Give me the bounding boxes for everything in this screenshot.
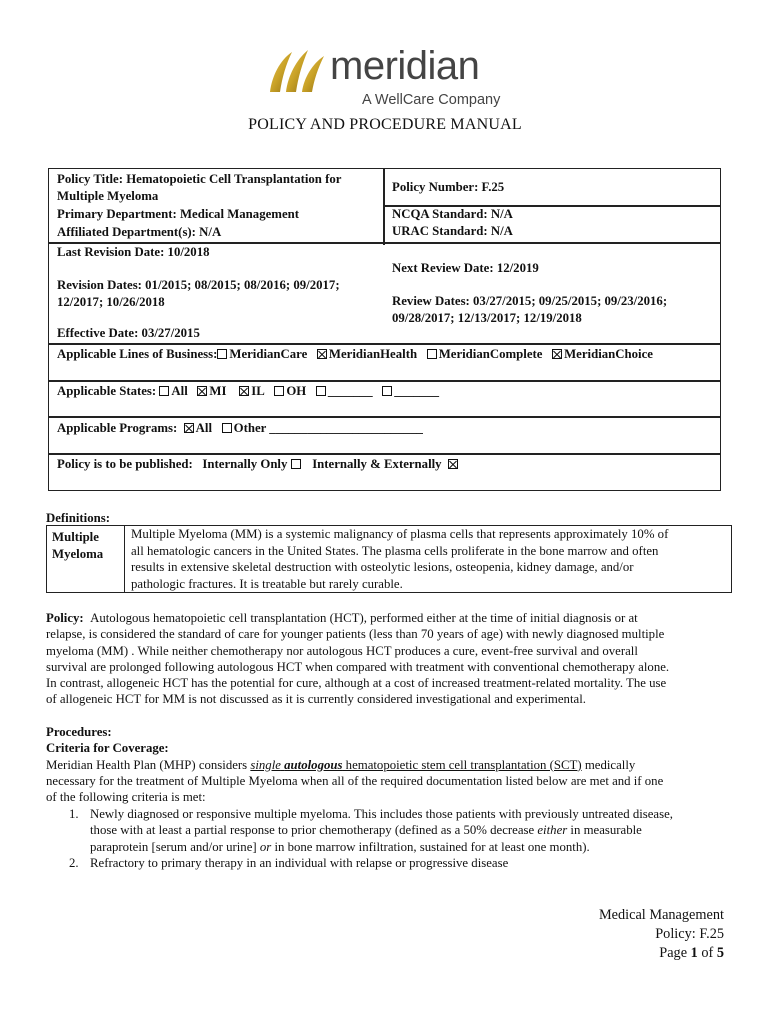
criteria-intro-line-3: of the following criteria is met: <box>46 790 206 805</box>
criteria-item-line <box>90 839 746 855</box>
intro-sct: hematopoietic stem cell transplantation (SCT) <box>342 757 582 772</box>
definition-term-line-1: Multiple <box>52 530 99 544</box>
page-footer <box>599 906 724 963</box>
criteria-item-line: Refractory to primary therapy in an individual with relapse or progressive disease <box>90 855 509 870</box>
definitions-heading: Definitions: <box>46 511 110 525</box>
published-row <box>57 456 460 473</box>
states-row <box>57 383 439 400</box>
affiliated-departments: Affiliated Department(s): N/A <box>57 225 222 239</box>
criteria-text: paraprotein [serum and/or urine] <box>90 839 260 854</box>
definition-line: all hematologic cancers in the United States. The plasma cells proliferate in the bone marrow and often <box>131 543 659 558</box>
intro-autologous: autologous <box>284 757 343 772</box>
option-meridiancomplete: MeridianComplete <box>438 347 543 361</box>
checkbox-state-blank-1[interactable] <box>316 386 326 396</box>
policy-line: myeloma (MM) . While neither chemotherapy nor autologous HCT produces a cure, event-free survival and overall <box>46 643 638 658</box>
criteria-emphasis: either <box>537 823 568 838</box>
effective-date: Effective Date: 03/27/2015 <box>57 326 200 340</box>
definition-term-line-2: Myeloma <box>52 546 104 561</box>
meridian-logo <box>262 44 522 114</box>
option-state-all: All <box>171 384 188 398</box>
option-meridianchoice: MeridianChoice <box>564 347 653 361</box>
page-prefix: Page <box>659 945 691 961</box>
logo-wordmark: meridian <box>330 44 480 88</box>
lines-of-business-label: Applicable Lines of Business: <box>57 347 218 361</box>
checkbox-meridianchoice[interactable] <box>552 349 562 359</box>
criteria-intro-line-1 <box>46 757 663 773</box>
current-page: 1 <box>690 945 698 961</box>
policy-line: In contrast, allogeneic HCT has the potential for cure, although at a cost of increased treatment-related mortality. The use <box>46 676 667 691</box>
checkbox-state-oh[interactable] <box>274 386 284 396</box>
policy-paragraph <box>46 610 669 708</box>
option-state-oh: OH <box>286 384 307 398</box>
logo-tagline: A WellCare Company <box>362 92 501 108</box>
last-revision-date: Last Revision Date: 10/2018 <box>57 245 210 259</box>
next-review-date: Next Review Date: 12/2019 <box>392 261 539 275</box>
option-internally-only: Internally Only <box>202 457 288 471</box>
definition-term <box>52 529 103 562</box>
policy-line: relapse, is considered the standard of care for younger patients (less than 70 years of age) with newly diagnosed multiple <box>46 627 665 642</box>
states-label: Applicable States: <box>57 384 157 398</box>
programs-row <box>57 420 423 437</box>
criteria-text: in bone marrow infiltration, sustained for at least one month). <box>271 839 590 854</box>
manual-title: POLICY AND PROCEDURE MANUAL <box>248 116 522 133</box>
checkbox-meridianhealth[interactable] <box>317 349 327 359</box>
checkbox-internally-only[interactable] <box>291 459 301 469</box>
checkbox-state-all[interactable] <box>159 386 169 396</box>
option-meridiancare: MeridianCare <box>229 347 308 361</box>
footer-policy-number: Policy: F.25 <box>655 926 724 942</box>
criteria-text: in measurable <box>567 823 642 838</box>
checkbox-state-il[interactable] <box>239 386 249 396</box>
criteria-text: those with at least a partial response to prior chemotherapy (defined as a 50% decrease <box>90 823 538 838</box>
intro-medically: medically <box>581 757 636 772</box>
criteria-item-line <box>90 822 746 838</box>
total-pages: 5 <box>716 945 724 961</box>
policy-title: Policy Title: Hematopoietic Cell Transplantation for Multiple Myeloma <box>57 172 342 203</box>
definition-line: results in extensive skeletal destruction with osteolytic lesions, osteopenia, kidney damage, and/or <box>131 560 634 575</box>
policy-line-text: Autologous hematopoietic cell transplantation (HCT), performed either at the time of initial diagnosis or at <box>90 611 638 625</box>
checkbox-meridiancomplete[interactable] <box>427 349 437 359</box>
option-program-all: All <box>195 421 213 435</box>
urac-standard: URAC Standard: N/A <box>392 224 513 238</box>
published-label: Policy is to be published: <box>57 457 193 471</box>
meridian-logo-mark-icon <box>262 46 332 96</box>
definition-line: pathologic fractures. It is treatable but rarely curable. <box>131 576 403 591</box>
criteria-list <box>46 806 746 871</box>
criteria-item-2 <box>46 855 746 871</box>
criteria-item-number: 2. <box>69 855 79 870</box>
primary-department: Primary Department: Medical Management <box>57 207 299 221</box>
procedures-heading: Procedures: <box>46 725 112 739</box>
option-state-blank-2: _______ <box>394 384 440 398</box>
option-state-blank-1: _______ <box>327 384 373 398</box>
criteria-heading: Criteria for Coverage: <box>46 741 169 756</box>
option-state-il: IL <box>251 384 265 398</box>
policy-line <box>46 610 669 626</box>
checkbox-state-blank-2[interactable] <box>382 386 392 396</box>
revision-dates: Revision Dates: 01/2015; 08/2015; 08/2016; 09/2017; 12/2017; 10/26/2018 <box>57 278 340 309</box>
programs-label: Applicable Programs: <box>57 421 178 435</box>
review-dates: Review Dates: 03/27/2015; 09/25/2015; 09/23/2016; 09/28/2017; 12/13/2017; 12/19/2018 <box>392 294 668 325</box>
intro-text: Meridian Health Plan (MHP) considers <box>46 757 251 772</box>
checkbox-program-other[interactable] <box>222 423 232 433</box>
ncqa-standard: NCQA Standard: N/A <box>392 207 513 221</box>
intro-single: single <box>250 757 281 772</box>
criteria-intro-line-2: necessary for the treatment of Multiple Myeloma when all of the required documentation listed below are met and if one <box>46 773 664 788</box>
procedures-section <box>46 724 663 805</box>
definition-text <box>131 526 668 592</box>
policy-number: Policy Number: F.25 <box>392 180 505 194</box>
criteria-item-line: Newly diagnosed or responsive multiple myeloma. This includes those patients with previously untreated disease, <box>90 807 673 821</box>
page-number <box>599 944 724 963</box>
option-internally-externally: Internally & Externally <box>312 457 442 471</box>
checkbox-program-all[interactable] <box>184 423 194 433</box>
option-state-mi: MI <box>209 384 227 398</box>
option-program-other: Other ________________________ <box>233 421 423 435</box>
definition-line: Multiple Myeloma (MM) is a systemic malignancy of plasma cells that represents approximately 10% of <box>131 527 669 541</box>
policy-line: of allogeneic HCT for MM is not discussed as it is currently considered investigational and experimental. <box>46 692 586 707</box>
lines-of-business-row <box>57 346 653 363</box>
policy-label: Policy: <box>46 611 84 625</box>
criteria-item-1 <box>46 806 746 855</box>
policy-line: survival are prolonged following autologous HCT when compared with treatment with conventional chemotherapy alone. <box>46 659 670 674</box>
criteria-item-number: 1. <box>69 807 79 821</box>
option-meridianhealth: MeridianHealth <box>328 347 418 361</box>
footer-department: Medical Management <box>598 907 724 923</box>
checkbox-meridiancare[interactable] <box>217 349 227 359</box>
page-separator: of <box>697 945 717 961</box>
checkbox-internally-externally[interactable] <box>448 459 458 469</box>
checkbox-state-mi[interactable] <box>197 386 207 396</box>
criteria-emphasis: or <box>259 839 272 854</box>
